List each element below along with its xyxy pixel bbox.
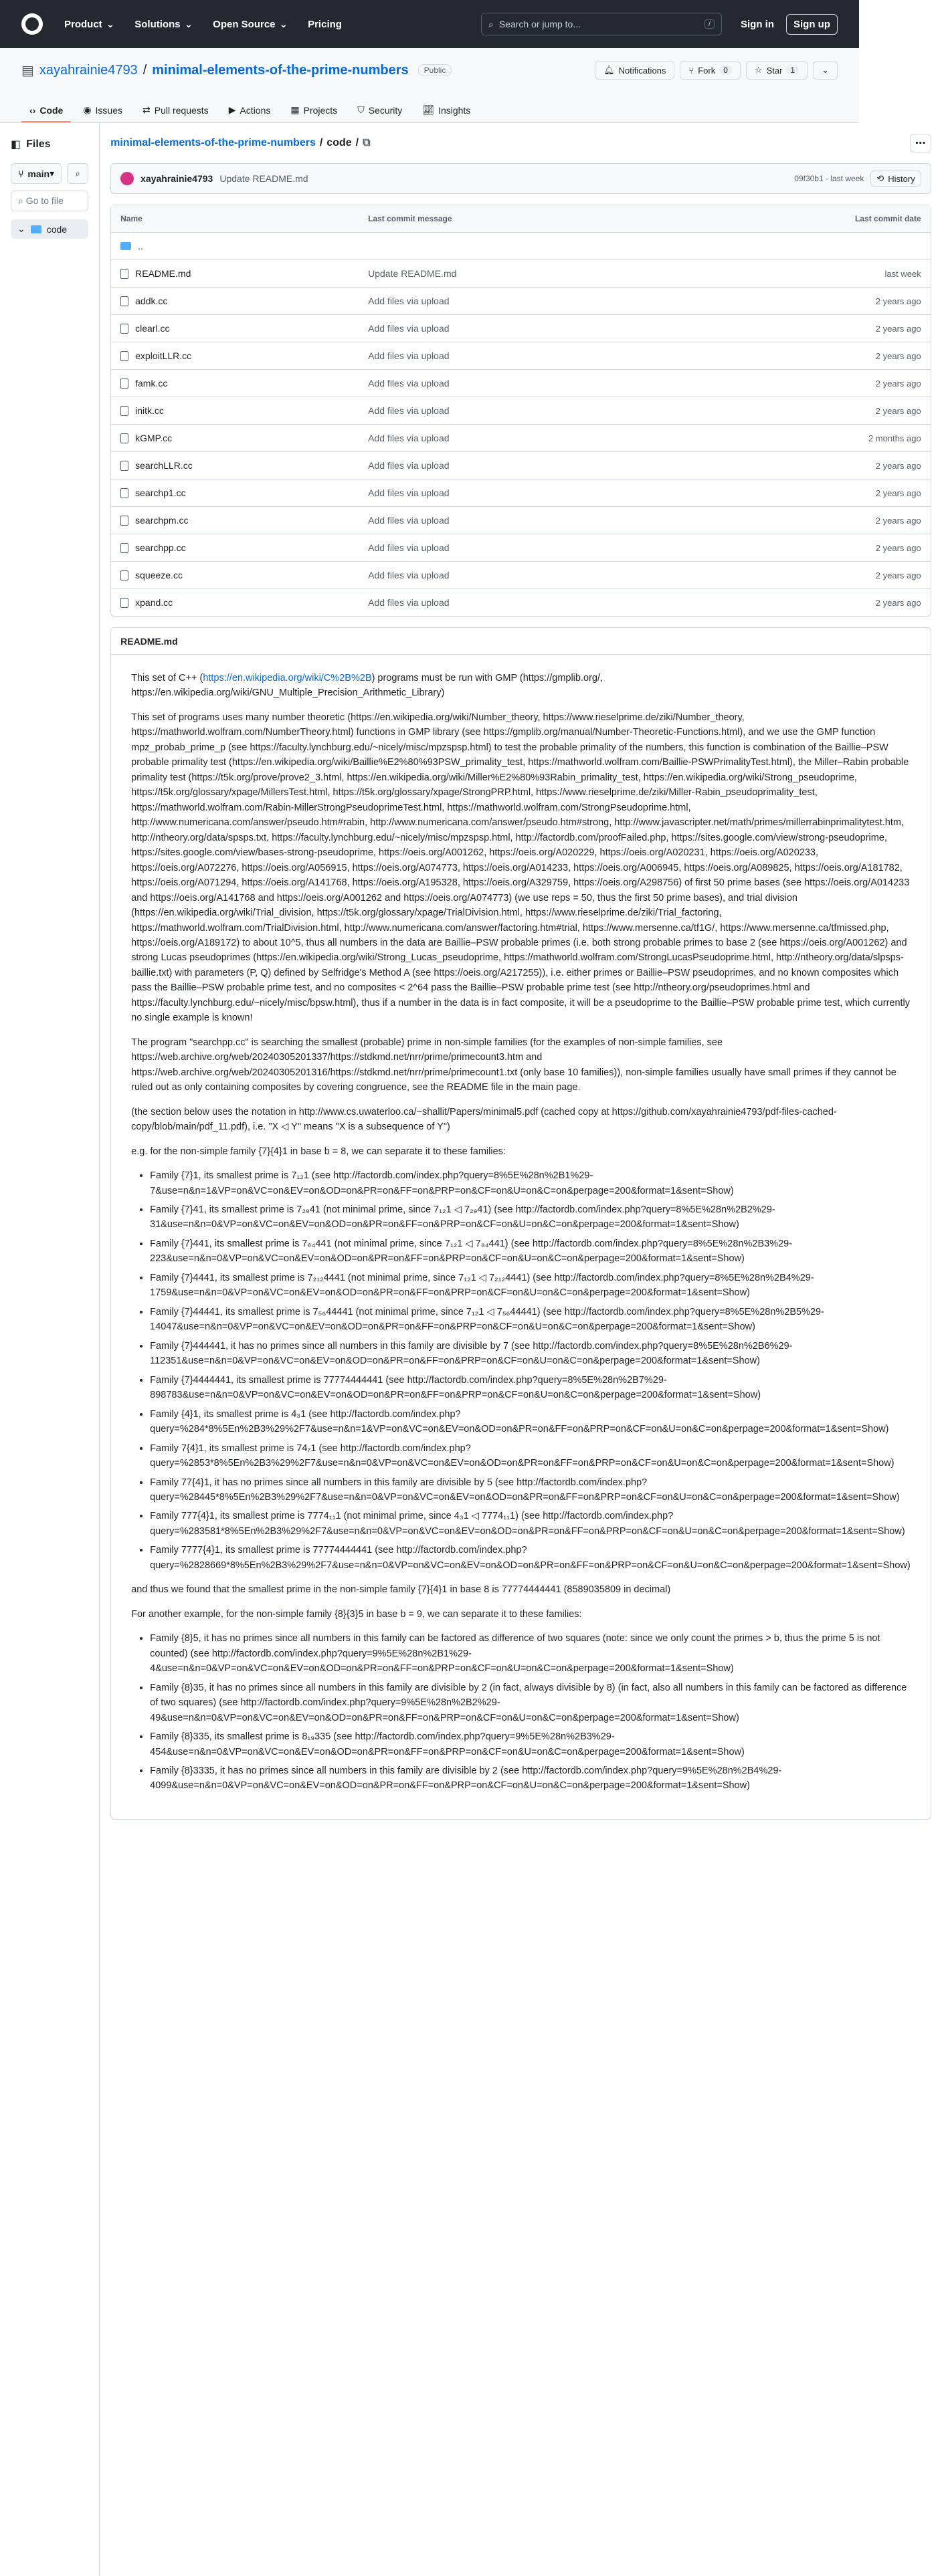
more-options-button[interactable]	[910, 134, 931, 152]
readme-paragraph: For another example, for the non-simple family {8}{3}5 in base b = 9, we can separate it to these families:	[131, 1608, 582, 1620]
list-item: • Family {7}1, its smallest prime is 7₁₂1 (see http://factordb.com/index.php?query=8%5E%28n%2B1%29-7&use=n&n=1&VP=on&VC=on&EV=on&OD=on&PR=on&FF=on&PRP=on&CF=on&U=on&C=on&perpage=200&format=1&sent=Show)	[150, 1168, 911, 1198]
readme-list	[150, 1631, 911, 1794]
commit-date-cell: 2 years ago	[875, 460, 921, 471]
table-row[interactable]	[111, 424, 931, 451]
table-row[interactable]	[111, 287, 931, 314]
branch-icon: ⑂	[18, 168, 24, 179]
tab-actions[interactable]	[221, 99, 279, 122]
file-name-cell	[120, 241, 368, 251]
file-icon	[120, 324, 128, 334]
repo-icon: ▤	[21, 63, 34, 78]
file-link[interactable]: xpand.cc	[135, 597, 173, 608]
commit-message-cell[interactable]: Add files via upload	[368, 460, 450, 471]
file-link[interactable]: addk.cc	[135, 296, 168, 306]
star-button[interactable]	[746, 61, 808, 80]
tab-label: Insights	[438, 104, 471, 116]
file-link[interactable]: exploitLLR.cc	[135, 350, 192, 361]
list-item: • Family {8}5, it has no primes since all numbers in this family can be factored as difference of two squares (note: since we only count the primes > b, thus the prime 5 is not counted) (see http://factordb.com/index.php?query=9%5E%28n%2B1%29-4&use=n&n=0&VP=on&VC=on&EV=on&OD=on&PR=on&FF=on&PRP=on&CF=on&U=on&C=on&perpage=200&format=1&sent=Show)	[150, 1631, 911, 1676]
list-item: • Family {4}1, its smallest prime is 4₃1 (see http://factordb.com/index.php?query=%284*8%5En%2B3%29%2F7&use=n&n=1&VP=on&VC=on&EV=on&OD=on&PR=on&FF=on&PRP=on&CF=on&U=on&C=on&perpage=200&format=1&sent=Show)	[150, 1407, 911, 1437]
sidebar-toggle-icon[interactable]: ◧	[11, 139, 21, 150]
file-name-cell	[120, 268, 368, 279]
search-icon: ⌕	[18, 195, 26, 206]
file-link[interactable]: README.md	[135, 268, 191, 279]
file-link[interactable]: initk.cc	[135, 405, 164, 416]
nav-product[interactable]	[64, 18, 114, 30]
shield-icon: ⛉	[357, 104, 365, 115]
tab-code[interactable]	[21, 100, 71, 122]
tree-item-code[interactable]	[11, 219, 88, 239]
tab-label: Projects	[303, 104, 338, 116]
file-name-cell	[120, 433, 368, 443]
file-icon	[120, 433, 128, 443]
search-icon: ⌕	[75, 168, 80, 179]
search-icon: ⌕	[488, 18, 494, 29]
slash-shortcut-badge: /	[704, 19, 715, 29]
commit-message-cell[interactable]: Add files via upload	[368, 597, 450, 608]
table-row[interactable]	[111, 397, 931, 424]
commit-message-cell[interactable]: Add files via upload	[368, 515, 450, 526]
commit-message-cell[interactable]: Add files via upload	[368, 570, 450, 580]
graph-icon: 📈︎	[422, 104, 435, 115]
commit-date-cell: 2 years ago	[875, 296, 921, 306]
kebab-icon: ⋯	[915, 138, 926, 149]
file-icon	[120, 570, 128, 580]
breadcrumb-repo-link[interactable]: minimal-elements-of-the-prime-numbers	[110, 137, 316, 148]
visibility-badge: Public	[418, 64, 452, 76]
readme-list	[150, 1168, 911, 1573]
fork-count: 0	[719, 66, 732, 75]
tab-projects[interactable]	[282, 99, 345, 122]
file-name-cell	[120, 378, 368, 389]
repo-actions	[595, 61, 838, 80]
commit-message-cell[interactable]: Add files via upload	[368, 488, 450, 498]
commit-sha-link[interactable]: 09f30b1	[794, 174, 824, 183]
bell-icon: 🔔︎	[603, 65, 615, 75]
branch-selector[interactable]	[11, 163, 62, 184]
table-row[interactable]	[111, 506, 931, 534]
table-row[interactable]	[111, 369, 931, 397]
commit-date-cell: 2 months ago	[868, 433, 921, 443]
list-item: • Family {7}441, its smallest prime is 7₈₄441 (not minimal prime, since 7₁₂1 ◁ 7₈₄441) (see http://factordb.com/index.php?query=8%5E%28n%2B3%29-223&use=n&n=0&VP=on&VC=on&EV=on&OD=on&PR=on&FF=on&PRP=on&CF=on&U=on&C=on&perpage=200&format=1&sent=Show)	[150, 1237, 911, 1267]
commit-message-link[interactable]: Update README.md	[219, 173, 308, 184]
repo-header	[0, 48, 859, 92]
branch-row	[11, 163, 88, 184]
readme-paragraph	[131, 671, 911, 701]
nav-label: Pricing	[308, 18, 342, 30]
commit-date-cell: 2 years ago	[875, 515, 921, 526]
chevron-down-icon: ⌄	[17, 223, 25, 234]
star-icon: ☆	[754, 65, 763, 75]
tab-label: Actions	[240, 104, 271, 116]
star-count: 1	[786, 66, 799, 75]
breadcrumb-folder: code	[326, 137, 352, 148]
repo-owner-link[interactable]: xayahrainie4793	[39, 62, 138, 78]
table-row[interactable]	[111, 534, 931, 561]
tab-label: Issues	[95, 104, 123, 116]
table-row[interactable]	[111, 232, 931, 259]
breadcrumb-separator: /	[355, 137, 359, 148]
file-link[interactable]: searchLLR.cc	[135, 460, 193, 471]
list-item: • Family {7}44441, its smallest prime is 7₅₆44441 (not minimal prime, since 7₁₂1 ◁ 7₅₆44441) (see http://factordb.com/index.php?query=8%5E%28n%2B5%29-14047&use=n&n=0&VP=on&VC=on&EV=on&OD=on&PR=on&FF=on&PRP=on&CF=on&U=on&C=on&perpage=200&format=1&sent=Show)	[150, 1305, 911, 1335]
commit-date-cell: 2 years ago	[875, 488, 921, 498]
go-to-file-input[interactable]	[11, 191, 88, 211]
commit-message-cell[interactable]: Add files via upload	[368, 350, 450, 361]
history-icon: ⟲	[876, 173, 884, 183]
search-files-button[interactable]	[67, 163, 88, 184]
file-name-cell	[120, 570, 368, 580]
commit-date-cell: last week	[884, 268, 921, 279]
file-link[interactable]: searchpm.cc	[135, 515, 189, 526]
commit-author-link[interactable]: xayahrainie4793	[140, 173, 213, 184]
file-name-cell	[120, 597, 368, 608]
file-table-header	[111, 205, 931, 232]
commit-message-cell[interactable]: Update README.md	[368, 268, 457, 279]
copy-icon[interactable]: ⧉	[363, 137, 371, 148]
branch-wrap	[18, 169, 50, 179]
readme-title[interactable]: README.md	[120, 635, 178, 647]
list-item: • Family 7{4}1, its smallest prime is 74₇1 (see http://factordb.com/index.php?query=%2853*8%5En%2B3%29%2F7&use=n&n=0&VP=on&VC=on&EV=on&OD=on&PR=on&FF=on&PRP=on&CF=on&U=on&C=on&perpage=200&format=1&sent=Show)	[150, 1441, 911, 1471]
readme-paragraph: e.g. for the non-simple family {7}{4}1 in base b = 8, we can separate it to these families:	[131, 1146, 506, 1157]
sign-up-button[interactable]: Sign up	[786, 14, 838, 35]
list-item: • Family 77{4}1, it has no primes since all numbers in this family are divisible by 5 (see http://factordb.com/index.php?query=%28445*8%5En%2B3%29%2F7&use=n&n=0&VP=on&VC=on&EV=on&OD=on&PR=on&FF=on&PRP=on&CF=on&U=on&C=on&perpage=200&format=1&sent=Show)	[150, 1475, 911, 1505]
table-row[interactable]	[111, 479, 931, 506]
commit-message-cell[interactable]: Add files via upload	[368, 405, 450, 416]
commit-date-cell: 2 years ago	[875, 570, 921, 580]
search-placeholder: Search or jump to...	[498, 19, 581, 29]
breadcrumb	[110, 134, 931, 152]
list-item: • Family 777{4}1, its smallest prime is 7774₁₁1 (not minimal prime, since 4₃1 ◁ 7774₁₁1) (see http://factordb.com/index.php?query=%283581*8%5En%2B3%29%2F7&use=n&n=0&VP=on&VC=on&EV=on&OD=on&PR=on&FF=on&PRP=on&CF=on&U=on&C=on&perpage=200&format=1&sent=Show)	[150, 1509, 911, 1539]
latest-commit-bar	[110, 163, 931, 194]
table-row[interactable]	[111, 314, 931, 342]
file-name-cell	[120, 488, 368, 498]
chevron-down-icon: ⌄	[822, 65, 829, 75]
global-nav	[64, 18, 342, 30]
tab-pull-requests[interactable]	[134, 99, 217, 122]
commit-meta	[794, 174, 864, 183]
column-header-message: Last commit message	[368, 214, 452, 223]
files-title-wrap	[11, 138, 51, 151]
file-link[interactable]: kGMP.cc	[135, 433, 173, 443]
list-item: • Family {8}35, it has no primes since all numbers in this family are divisible by 2 (in fact, always divisible by 8) (in fact, also all numbers in this family can be factored as difference of two squares) (see http://factordb.com/index.php?query=9%5E%28n%2B2%29-49&use=n&n=0&VP=on&VC=on&EV=on&OD=on&PR=on&FF=on&PRP=on&CF=on&U=on&C=on&perpage=200&format=1&sent=Show)	[150, 1681, 911, 1725]
star-label: Star	[766, 65, 783, 76]
file-icon	[120, 543, 128, 553]
tab-label: Security	[368, 104, 403, 116]
commit-date-cell: 2 years ago	[875, 378, 921, 389]
dot-separator: ·	[826, 174, 828, 183]
commit-date-cell: 2 years ago	[875, 405, 921, 416]
file-name-cell	[120, 296, 368, 306]
repo-tabs	[0, 92, 859, 123]
file-name-cell	[120, 460, 368, 471]
readme-paragraph: (the section below uses the notation in http://www.cs.uwaterloo.ca/~shallit/Papers/minimal5.pdf (cached copy at https://github.com/xayahrainie4793/pdf-files-cached-copy/blob/main/pdf_11.pdf), i.e. "X ◁ Y" means "X is a subsequence of Y")	[131, 1106, 837, 1133]
folder-icon	[120, 242, 131, 250]
file-icon	[120, 516, 128, 526]
nav-solutions[interactable]	[134, 18, 193, 30]
nav-label: Open Source	[213, 18, 276, 30]
file-icon	[120, 351, 128, 361]
file-link[interactable]: searchpp.cc	[135, 542, 186, 553]
history-label: History	[888, 173, 915, 184]
global-search-input[interactable]	[481, 13, 722, 35]
branch-name: main	[27, 168, 50, 179]
chevron-down-icon: ⌄	[184, 19, 193, 30]
github-logo-icon[interactable]	[21, 13, 43, 35]
file-icon	[120, 269, 128, 279]
tab-security[interactable]	[349, 99, 410, 122]
chevron-down-icon: ⌄	[106, 19, 115, 30]
commit-message-cell[interactable]: Add files via upload	[368, 378, 450, 389]
commit-message-cell[interactable]: Add files via upload	[368, 296, 450, 306]
play-icon: ▶	[228, 104, 236, 115]
folder-icon	[31, 225, 41, 233]
files-title: Files	[26, 138, 51, 150]
readme-body	[111, 655, 931, 1819]
fork-label: Fork	[698, 65, 716, 76]
list-item: • Family {7}4444441, its smallest prime is 77774444441 (see http://factordb.com/index.php?query=8%5E%28n%2B7%29-898783&use=n&n=0&VP=on&VC=on&EV=on&OD=on&PR=on&FF=on&PRP=on&CF=on&U=on&C=on&perpage=200&format=1&sent=Show)	[150, 1373, 911, 1403]
chevron-down-icon: ▾	[50, 168, 55, 179]
notifications-label: Notifications	[618, 65, 666, 76]
readme-header	[111, 628, 931, 655]
file-icon	[120, 598, 128, 608]
nav-label: Product	[64, 18, 102, 30]
file-icon	[120, 379, 128, 389]
sign-in-link[interactable]: Sign in	[741, 18, 774, 30]
issue-icon: ◉	[83, 104, 92, 115]
breadcrumb-separator: /	[319, 137, 323, 148]
repo-separator: /	[143, 62, 147, 78]
commit-time: last week	[830, 174, 864, 183]
file-name-cell	[120, 405, 368, 416]
commit-date-cell: 2 years ago	[875, 350, 921, 361]
nav-open-source[interactable]	[213, 18, 288, 30]
files-header	[11, 134, 88, 155]
file-link[interactable]: clearl.cc	[135, 323, 170, 334]
file-icon	[120, 461, 128, 471]
list-item: • Family {8}335, its smallest prime is 8₁₉335 (see http://factordb.com/index.php?query=9%5E%28n%2B3%29-454&use=n&n=0&VP=on&VC=on&EV=on&OD=on&PR=on&FF=on&PRP=on&CF=on&U=on&C=on&perpage=200&format=1&sent=Show)	[150, 1729, 911, 1759]
commit-date-cell: 2 years ago	[875, 323, 921, 334]
file-name-cell	[120, 515, 368, 526]
fork-button[interactable]	[680, 61, 741, 80]
tab-insights[interactable]	[414, 99, 478, 122]
nav-pricing[interactable]	[308, 18, 342, 30]
commit-message-cell[interactable]: Add files via upload	[368, 542, 450, 553]
notifications-button[interactable]	[595, 61, 674, 80]
file-table	[110, 205, 931, 617]
tab-label: Code	[39, 105, 64, 116]
commit-date-cell: 2 years ago	[875, 542, 921, 553]
commit-date-cell: 2 years ago	[875, 597, 921, 608]
tab-label: Pull requests	[154, 104, 209, 116]
table-row[interactable]	[111, 561, 931, 588]
table-row[interactable]	[111, 451, 931, 479]
tab-issues[interactable]	[75, 99, 130, 122]
star-dropdown-button[interactable]	[813, 61, 838, 80]
file-name-cell	[120, 350, 368, 361]
main-content	[100, 123, 942, 2576]
page-layout	[0, 123, 926, 2576]
commit-message-cell[interactable]: Add files via upload	[368, 323, 450, 334]
table-row[interactable]	[111, 588, 931, 616]
list-item: • Family {7}41, its smallest prime is 7₂₉41 (not minimal prime, since 7₁₂1 ◁ 7₂₉41) (see http://factordb.com/index.php?query=8%5E%28n%2B2%29-31&use=n&n=0&VP=on&VC=on&EV=on&OD=on&PR=on&FF=on&PRP=on&CF=on&U=on&C=on&perpage=200&format=1&sent=Show)	[150, 1202, 911, 1232]
commit-message-cell[interactable]: Add files via upload	[368, 433, 450, 443]
repo-title	[21, 62, 452, 79]
go-to-file-placeholder: Go to file	[25, 195, 64, 206]
chevron-down-icon: ⌄	[279, 19, 288, 30]
table-icon: ▦	[290, 104, 300, 115]
column-header-name: Name	[120, 214, 143, 223]
readme-link[interactable]: https://en.wikipedia.org/wiki/C%2B%2B	[203, 673, 372, 683]
table-row[interactable]	[111, 342, 931, 369]
file-link[interactable]: squeeze.cc	[135, 570, 183, 580]
readme-paragraph: and thus we found that the smallest prime in the non-simple family {7}{4}1 in base 8 is 77774444441 (8589035809 in decimal)	[131, 1584, 671, 1596]
pull-request-icon: ⇄	[143, 104, 151, 115]
file-link[interactable]: famk.cc	[135, 378, 168, 389]
list-item: • Family 7777{4}1, its smallest prime is 77774444441 (see http://factordb.com/index.php?query=%2828669*8%5En%2B3%29%2F7&use=n&n=0&VP=on&VC=on&EV=on&OD=on&PR=on&FF=on&PRP=on&CF=on&U=on&C=on&perpage=200&format=1&sent=Show)	[150, 1543, 911, 1573]
readme-paragraph: The program "searchpp.cc" is searching the smallest (probable) prime in non-simple families (for the examples of non-simple families, see https://web.archive.org/web/20240305201337/https://stdkmd.net/nrr/prime/primecount3.htm and https://web.archive.org/web/20240305201316/https://stdkmd.net/nrr/prime/primecount1.txt (only base 10 families)), non-simple families usually have small primes if they cannot be ruled out as only containing composites by covering congruence, see the README file in the main page.	[131, 1037, 897, 1093]
readme-text: This set of C++ (	[131, 673, 203, 683]
list-item: • Family {7}4441, its smallest prime is 7₂₁₂4441 (not minimal prime, since 7₁₂1 ◁ 7₂₁₂4441) (see http://factordb.com/index.php?query=8%5E%28n%2B4%29-1759&use=n&n=0&VP=on&VC=on&EV=on&OD=on&PR=on&FF=on&PRP=on&CF=on&U=on&C=on&perpage=200&format=1&sent=Show)	[150, 1271, 911, 1301]
file-icon	[120, 488, 128, 498]
history-button[interactable]	[870, 171, 921, 187]
file-link[interactable]: ..	[138, 241, 143, 251]
code-icon: ‹›	[29, 105, 36, 116]
readme-panel	[110, 627, 931, 1820]
avatar[interactable]	[120, 172, 134, 185]
tree-item-label: code	[46, 223, 68, 235]
fork-icon: ⑂	[688, 65, 694, 76]
repo-name-link[interactable]: minimal-elements-of-the-prime-numbers	[152, 62, 409, 78]
file-link[interactable]: searchp1.cc	[135, 488, 186, 498]
table-row[interactable]	[111, 259, 931, 287]
list-item: • Family {7}444441, it has no primes since all numbers in this family are divisible by 7 (see http://factordb.com/index.php?query=8%5E%28n%2B6%29-112351&use=n&n=0&VP=on&VC=on&EV=on&OD=on&PR=on&FF=on&PRP=on&CF=on&U=on&C=on&perpage=200&format=1&sent=Show)	[150, 1339, 911, 1369]
file-icon	[120, 296, 128, 306]
file-name-cell	[120, 542, 368, 553]
file-name-cell	[120, 323, 368, 334]
nav-label: Solutions	[134, 18, 181, 30]
list-item: • Family {8}3335, it has no primes since all numbers in this family are divisible by 2 (see http://factordb.com/index.php?query=9%5E%28n%2B4%29-4099&use=n&n=0&VP=on&VC=on&EV=on&OD=on&PR=on&FF=on&PRP=on&CF=on&U=on&C=on&perpage=200&format=1&sent=Show)	[150, 1763, 911, 1794]
column-header-date: Last commit date	[855, 214, 921, 223]
file-tree-sidebar	[0, 123, 100, 2576]
readme-text: ) programs must be run with GMP (https://gmplib.org/, https://en.wikipedia.org/wiki/GNU_Multiple_Precision_Arithmetic_Library)	[131, 673, 603, 699]
file-icon	[120, 406, 128, 416]
global-header	[0, 0, 859, 48]
readme-paragraph: This set of programs uses many number theoretic (https://en.wikipedia.org/wiki/Number_theory, https://www.rieselprime.de/ziki/Number_theory, https://mathworld.wolfram.com/NumberTheory.html) functions in GMP library (see https://gmplib.org/manual/Number-Theoretic-Functions.html), and we use the GMP function mpz_probab_prime_p (see https://faculty.lynchburg.edu/~nicely/misc/mpzspsp.html) to test the probable primality of the numbers, this function is combination of the Baillie–PSW probable primality test (https://en.wikipedia.org/wiki/Baillie%E2%80%93PSW_primality_test, https://mathworld.wolfram.com/Baillie-PSWPrimalityTest.html), the Miller–Rabin probable primality test (https://t5k.org/prove/prove2_3.html, https://en.wikipedia.org/wiki/Miller%E2%80%93Rabin_primality_test, https://en.wikipedia.org/wiki/Strong_pseudoprime, https://t5k.org/glossary/xpage/MillersTest.html, https://t5k.org/glossary/xpage/StrongPRP.html, https://www.rieselprime.de/ziki/Miller-Rabin_pseudoprimality_test, https://mathworld.wolfram.com/Rabin-MillerStrongPseudoprimeTest.html, https://mathworld.wolfram.com/StrongPseudoprime.html, http://www.numericana.com/answer/pseudo.htm#rabin, http://www.numericana.com/answer/pseudo.htm#strong, http://www.javascripter.net/math/primes/millerrabinprimalitytest.htm, http://ntheory.org/data/spsps.txt, https://faculty.lynchburg.edu/~nicely/misc/mpzspsp.html, http://factordb.com/proofFailed.php, https://sites.google.com/view/strong-pseudoprime, https://sites.google.com/view/bases-strong-pseudoprime, https://oeis.org/A001262, https://oeis.org/A020229, https://oeis.org/A020231, https://oeis.org/A020233, https://oeis.org/A072276, https://oeis.org/A056915, https://oeis.org/A074773, https://oeis.org/A014233, https://oeis.org/A006945, https://oeis.org/A089825, https://oeis.org/A181782, https://oeis.org/A071294, https://oeis.org/A141768, https://oeis.org/A195328, https://oeis.org/A329759, https://oeis.org/A298756) of first 50 prime bases (see https://oeis.org/A014233 and https://oeis.org/A141768 and https://oeis.org/A001262 and https://oeis.org/A074773) (we use reps = 50, thus the first 50 prime bases), and trial division (https://en.wikipedia.org/wiki/Trial_division, https://t5k.org/glossary/xpage/TrialDivision.html, https://www.rieselprime.de/ziki/Trial_factoring, https://mathworld.wolfram.com/TrialDivision.html, http://www.numericana.com/answer/factoring.htm#trial, https://www.mersenne.ca/tf1G/, https://www.mersenne.ca/tfmissed.php, https://oeis.org/A189172) to about 10^5, thus all numbers in the data are Baillie–PSW probable primes (i.e. both strong probable primes to base 2 (see https://oeis.org/A001262) and strong Lucas pseudoprimes (https://en.wikipedia.org/wiki/Strong_Lucas_pseudoprime, https://mathworld.wolfram.com/StrongLucasPseudoprime.html, http://ntheory.org/data/slpsps-baillie.txt) with parameters (P, Q) defined by Selfridge's Method A (see https://oeis.org/A217255)), i.e. either primes or Baillie–PSW pseudoprimes, and no known composites which pass the Baillie–PSW probable prime test, and no composites < 2^64 pass the Baillie–PSW probable prime test (see http://ntheory.org/pseudoprimes.html and https://faculty.lynchburg.edu/~nicely/misc/bpsw.html), thus if a number in the data is in fact composite, it will be a pseudoprime to the Baillie–PSW probable prime test, which currently no single example is known!	[131, 712, 911, 1024]
file-table-body	[111, 232, 931, 616]
